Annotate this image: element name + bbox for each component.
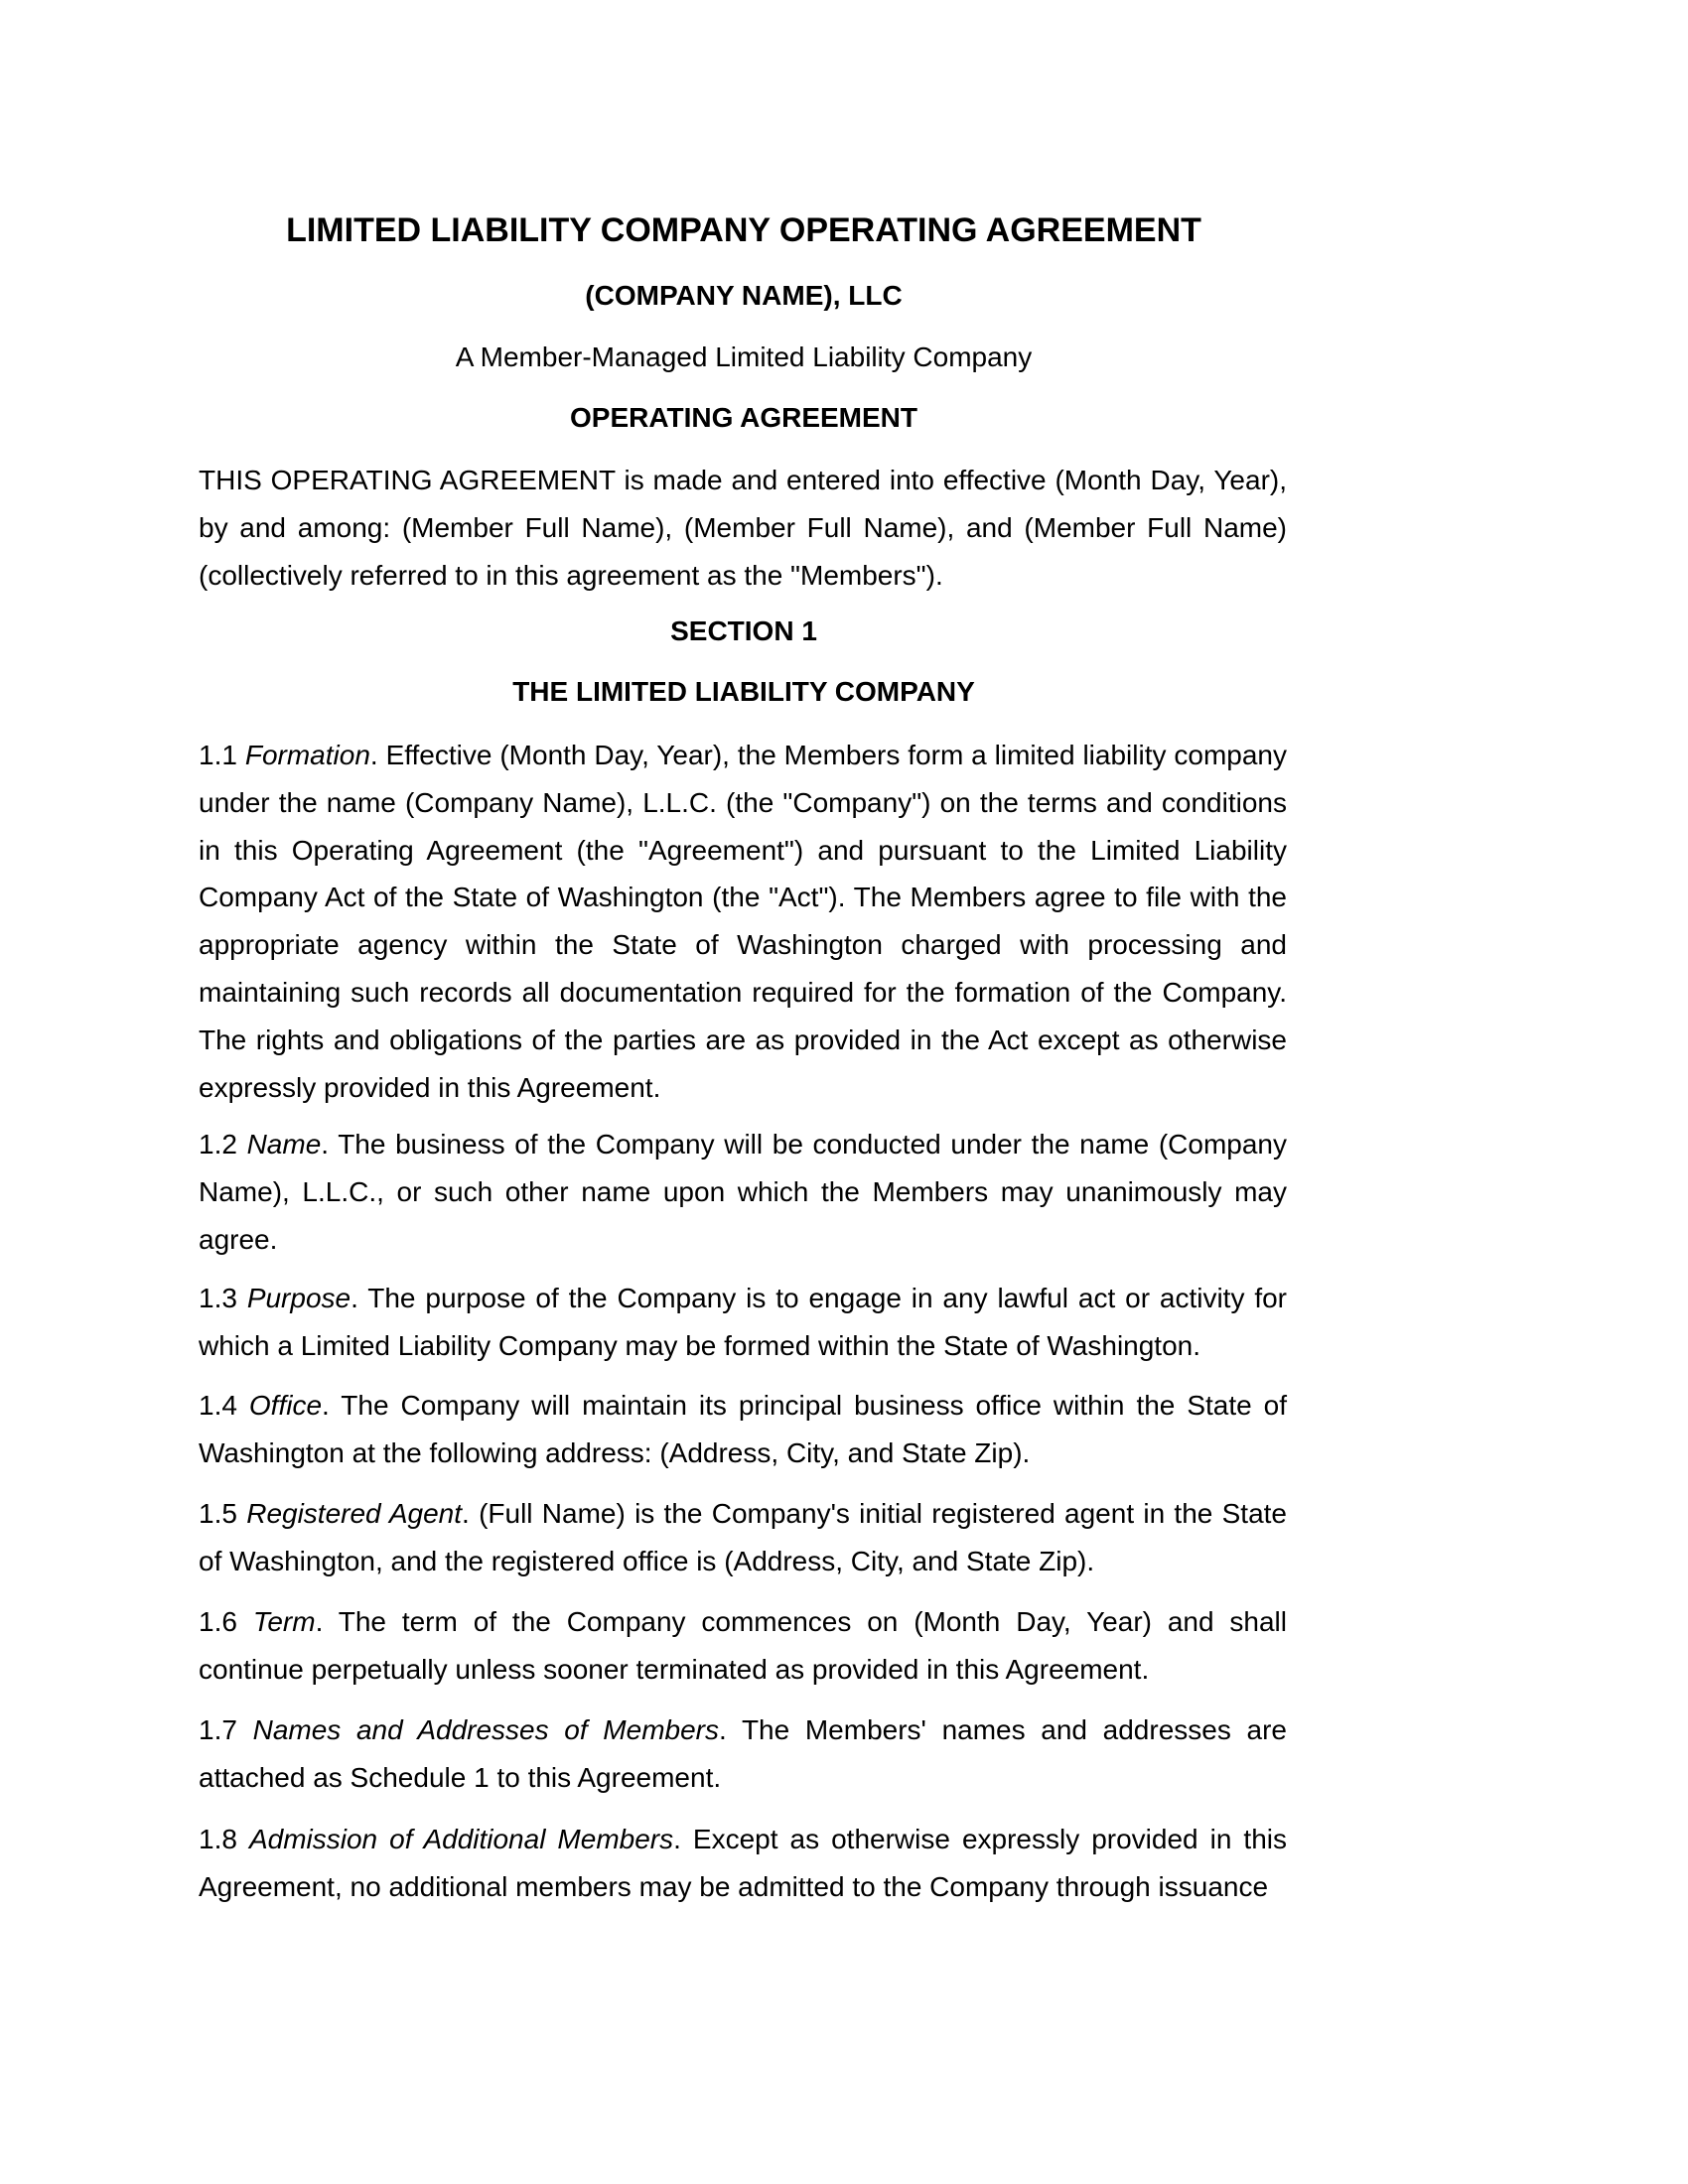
clause-label: Admission of Additional Members bbox=[248, 1824, 674, 1854]
section-heading: SECTION 1 bbox=[670, 615, 817, 646]
intro-paragraph: THIS OPERATING AGREEMENT is made and entered into effective (Month Day, Year), by and among: (Member Full Name), (Member Full Name), and (Member Full Name) (collectively referred to in this agreement as the "Members"). bbox=[199, 465, 1287, 591]
clause-label: Term bbox=[252, 1606, 316, 1637]
clause-text: . Except as otherwise expressly provided in this Agreement, no additional members may be admitted to the Company through issuance bbox=[199, 1824, 1287, 1902]
clause-1-6 bbox=[199, 1598, 1287, 1694]
section-title: THE LIMITED LIABILITY COMPANY bbox=[512, 676, 975, 707]
clause-label: Name bbox=[246, 1129, 322, 1160]
clause-text: . The Members' names and addresses are attached as Schedule 1 to this Agreement. bbox=[199, 1714, 1287, 1793]
clause-text: . The purpose of the Company is to engage in any lawful act or activity for which a Limited Liability Company may be formed within the State of Washington. bbox=[199, 1283, 1288, 1361]
clause-1-5 bbox=[199, 1490, 1287, 1585]
clause-1-2 bbox=[199, 1121, 1287, 1263]
clause-label: Registered Agent bbox=[246, 1498, 463, 1529]
clause-number: 1.7 bbox=[199, 1714, 237, 1745]
clause-number: 1.4 bbox=[199, 1390, 237, 1421]
document-title: LIMITED LIABILITY COMPANY OPERATING AGREEMENT bbox=[286, 211, 1201, 249]
clause-text: . (Full Name) is the Company's initial registered agent in the State of Washington, and the registered office is (Address, City, and State Zip). bbox=[199, 1498, 1287, 1576]
clause-label: Names and Addresses of Members bbox=[252, 1714, 719, 1745]
company-name-line: (COMPANY NAME), LLC bbox=[585, 280, 903, 311]
clause-1-3 bbox=[199, 1275, 1287, 1370]
clause-text: . Effective (Month Day, Year), the Members form a limited liability company under the name (Company Name), L.L.C. (the "Company") on the terms and conditions in this Operating Agreement (the "Agreement") and pursuant to the Limited Liability Company Act of the State of Washington (the "Act"). The Members agree to file with the appropriate agency within the State of Washington charged with processing and maintaining such records all documentation required for the formation of the Company. The rights and obligations of the parties are as provided in the Act except as otherwise expressly provided in this Agreement. bbox=[199, 740, 1287, 1103]
clause-number: 1.2 bbox=[199, 1129, 237, 1160]
clause-number: 1.1 bbox=[199, 740, 237, 770]
clause-number: 1.8 bbox=[199, 1824, 237, 1854]
clause-label: Formation bbox=[244, 740, 370, 770]
clause-text: . The business of the Company will be conducted under the name (Company Name), L.L.C., or such other name upon which the Members may unanimously may agree. bbox=[199, 1129, 1288, 1255]
clause-label: Office bbox=[248, 1390, 323, 1421]
clause-1-7 bbox=[199, 1706, 1287, 1802]
clause-1-8 bbox=[199, 1816, 1287, 1911]
clause-text: . The Company will maintain its principal business office within the State of Washington at the following address: (Address, City, and State Zip). bbox=[199, 1390, 1288, 1468]
clause-number: 1.3 bbox=[199, 1283, 237, 1313]
clause-text: . The term of the Company commences on (Month Day, Year) and shall continue perpetually unless sooner terminated as provided in this Agreement. bbox=[199, 1606, 1288, 1685]
clause-label: Purpose bbox=[246, 1283, 352, 1313]
agreement-heading: OPERATING AGREEMENT bbox=[569, 402, 917, 433]
clause-number: 1.6 bbox=[199, 1606, 237, 1637]
clause-number: 1.5 bbox=[199, 1498, 237, 1529]
document-subtitle: A Member-Managed Limited Liability Company bbox=[455, 341, 1033, 372]
clause-1-1 bbox=[199, 732, 1287, 1111]
clause-1-4 bbox=[199, 1382, 1287, 1477]
